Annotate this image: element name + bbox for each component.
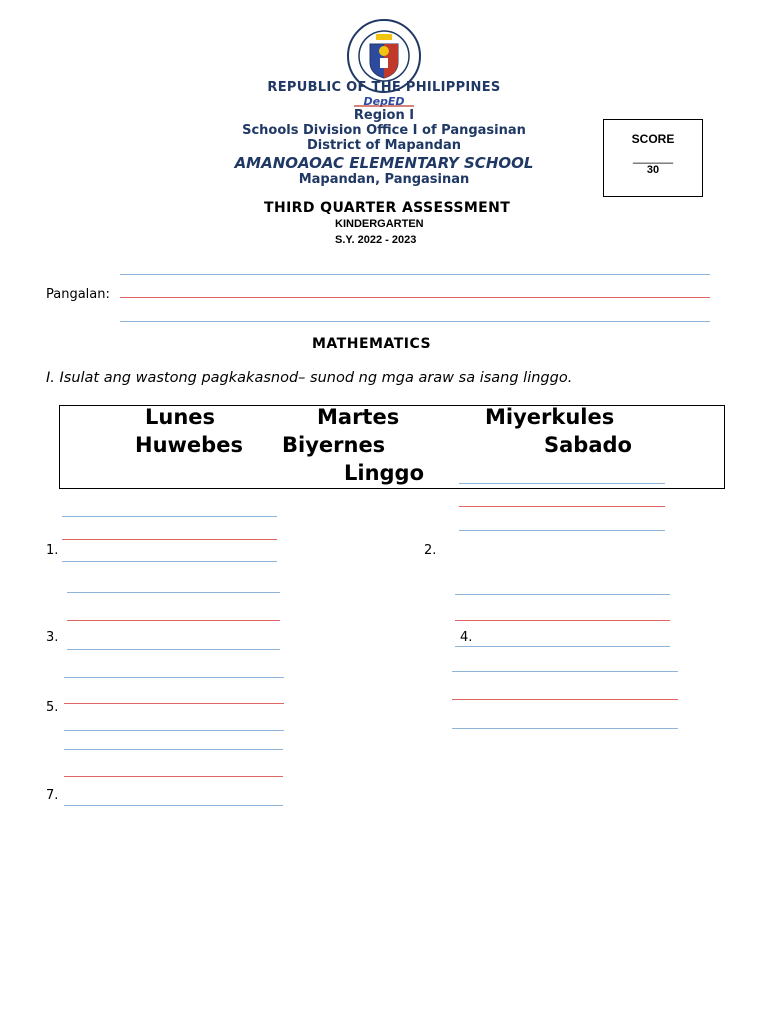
word-lunes: Lunes (145, 405, 216, 429)
answer-4-guide-top (455, 594, 670, 595)
grade-level: KINDERGARTEN (335, 218, 424, 230)
answer-7-guide-bottom (64, 805, 283, 806)
region-heading: Region I (353, 108, 415, 123)
answer-4-guide-bottom (455, 646, 670, 647)
word-sabado: Sabado (544, 433, 632, 457)
answer-1-number: 1. (46, 543, 59, 558)
answer-4-guide-mid[interactable] (455, 620, 670, 621)
answer-1-guide-bottom (62, 561, 277, 562)
republic-heading: REPUBLIC OF THE PHILIPPINES (267, 80, 501, 95)
word-miyerkules: Miyerkules (485, 405, 615, 429)
answer-3-number: 3. (46, 630, 59, 645)
answer-5-guide-bottom (64, 730, 284, 731)
answer-4-number: 4. (460, 630, 473, 645)
answer-2-guide-bottom (459, 530, 665, 531)
school-location: Mapandan, Pangasinan (298, 172, 470, 187)
answer-6-guide-mid[interactable] (452, 699, 678, 700)
answer-6-guide-bottom (452, 728, 678, 729)
answer-5-number: 5. (46, 700, 59, 715)
name-guide-bottom (120, 321, 710, 322)
answer-3-guide-mid[interactable] (67, 620, 280, 621)
score-box (603, 119, 703, 197)
answer-2-guide-mid[interactable] (459, 506, 665, 507)
answer-7-guide-top (64, 749, 283, 750)
answer-2-guide-top (459, 483, 665, 484)
word-biyernes: Biyernes (282, 433, 386, 457)
word-linggo: Linggo (344, 461, 425, 485)
name-guide-mid[interactable] (120, 297, 710, 298)
subject-heading: MATHEMATICS (312, 336, 432, 352)
answer-3-guide-top (67, 592, 280, 593)
score-label: SCORE (631, 132, 675, 146)
svg-text:DepED: DepED (363, 95, 405, 108)
division-heading: Schools Division Office I of Pangasinan (242, 123, 526, 138)
deped-logo (0, 94, 768, 108)
answer-3-guide-bottom (67, 649, 280, 650)
instruction-text: I. Isulat ang wastong pagkakasnod– sunod ng mga araw sa isang linggo. (46, 370, 573, 386)
answer-2-number: 2. (424, 543, 437, 558)
assessment-title: THIRD QUARTER ASSESSMENT (264, 200, 511, 216)
word-martes: Martes (317, 405, 400, 429)
name-label: Pangalan: (46, 287, 110, 302)
score-blank: ______ (632, 150, 674, 164)
school-year: S.Y. 2022 - 2023 (335, 234, 417, 246)
word-huwebes: Huwebes (135, 433, 243, 457)
answer-7-number: 7. (46, 788, 59, 803)
answer-1-guide-mid[interactable] (62, 539, 277, 540)
district-heading: District of Mapandan (306, 138, 461, 153)
answer-1-guide-top (62, 516, 277, 517)
answer-5-guide-mid[interactable] (64, 703, 284, 704)
school-name: AMANOAOAC ELEMENTARY SCHOOL (234, 154, 534, 172)
score-total: 30 (646, 164, 660, 176)
answer-6-guide-top (452, 671, 678, 672)
answer-7-guide-mid[interactable] (64, 776, 283, 777)
name-guide-top (120, 274, 710, 275)
answer-5-guide-top (64, 677, 284, 678)
